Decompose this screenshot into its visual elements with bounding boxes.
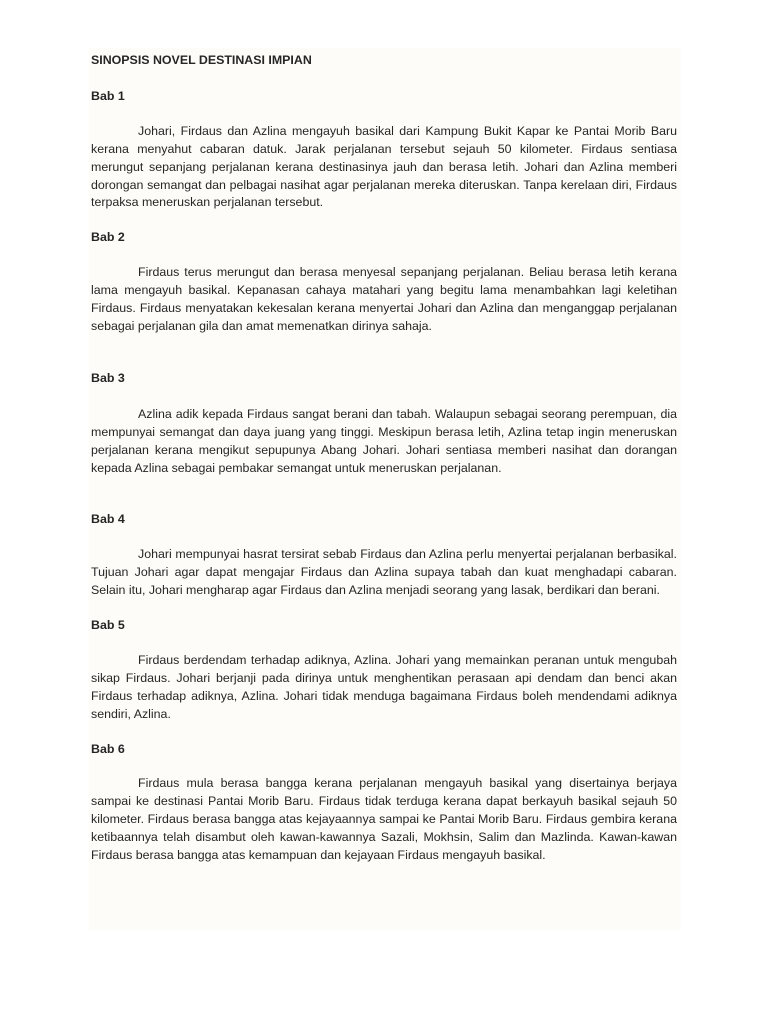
chapter-heading: Bab 1 [91,88,125,103]
chapter-2 [91,229,677,336]
document-title: SINOPSIS NOVEL DESTINASI IMPIAN [91,53,312,67]
chapter-paragraph: Johari mempunyai hasrat tersirat sebab Firdaus dan Azlina perlu menyertai perjalanan berbasikal. Tujuan Johari agar dapat mengajar Firdaus dan Azlina supaya tabah dan kuat menghadapi cabaran. Selain itu, Johari mengharap agar Firdaus dan Azlina menjadi seorang yang lasak, berdikari dan berani. [91,547,677,598]
chapter-heading: Bab 6 [91,741,125,756]
chapter-paragraph: Azlina adik kepada Firdaus sangat berani dan tabah. Walaupun sebagai seorang perempuan, dia mempunyai semangat dan daya juang yang tinggi. Meskipun berasa letih, Azlina tetap ingin meneruskan perjalanan kerana mengikut sepupunya Abang Johari. Johari sentiasa memberi nasihat dan dorangan kepada Azlina sebagai pembakar semangat untuk meneruskan perjalanan. [91,406,677,475]
chapter-paragraph: Firdaus berdendam terhadap adiknya, Azlina. Johari yang memainkan peranan untuk mengubah sikap Firdaus. Johari berjanji pada dirinya untuk menghentikan perasaan api dendam dan benci akan Firdaus terhadap adiknya, Azlina. Johari tidak menduga bagaimana Firdaus boleh mendendami adiknya sendiri, Azlina. [91,652,677,721]
chapter-paragraph: Johari, Firdaus dan Azlina mengayuh basikal dari Kampung Bukit Kapar ke Pantai Morib Baru kerana menyahut cabaran datuk. Jarak perjalanan tersebut sejauh 50 kilometer. Firdaus sentiasa merungut sepanjang perjalanan kerana destinasinya jauh dan berasa letih. Johari dan Azlina memberi dorongan semangat dan pelbagai nasihat agar perjalanan mereka diteruskan. Tanpa kerelaan diri, Firdaus terpaksa meneruskan perjalanan tersebut. [91,123,677,210]
chapter-paragraph: Firdaus terus merungut dan berasa menyesal sepanjang perjalanan. Beliau berasa letih kerana lama mengayuh basikal. Kepanasan cahaya matahari yang begitu lama menambahkan lagi keletihan Firdaus. Firdaus menyatakan kekesalan kerana menyertai Johari dan Azlina dan menganggap perjalanan sebagai perjalanan gila dan amat memenatkan dirinya sahaja. [91,265,677,333]
chapter-3 [91,370,677,478]
chapter-5 [91,617,677,724]
chapter-6 [91,741,677,865]
chapter-heading: Bab 2 [91,230,125,245]
chapter-heading: Bab 3 [91,370,125,385]
chapter-paragraph: Firdaus mula berasa bangga kerana perjalanan mengayuh basikal yang disertainya berjaya sampai ke destinasi Pantai Morib Baru. Firdaus tidak terduga kerana dapat berkayuh basikal sejauh 50 kilometer. Firdaus berasa bangga atas kejayaannya sampai ke Pantai Morib Baru. Firdaus gembira kerana ketibaannya telah disambut oleh kawan-kawannya Sazali, Mokhsin, Salim dan Mazlinda. Kawan-kawan Firdaus berasa bangga atas kemampuan dan kejayaan Firdaus mengayuh basikal. [91,776,677,863]
chapter-heading: Bab 4 [91,512,125,527]
chapter-4 [91,511,677,600]
chapter-1 [91,88,677,212]
document-body [91,52,677,865]
chapter-heading: Bab 5 [91,618,125,633]
